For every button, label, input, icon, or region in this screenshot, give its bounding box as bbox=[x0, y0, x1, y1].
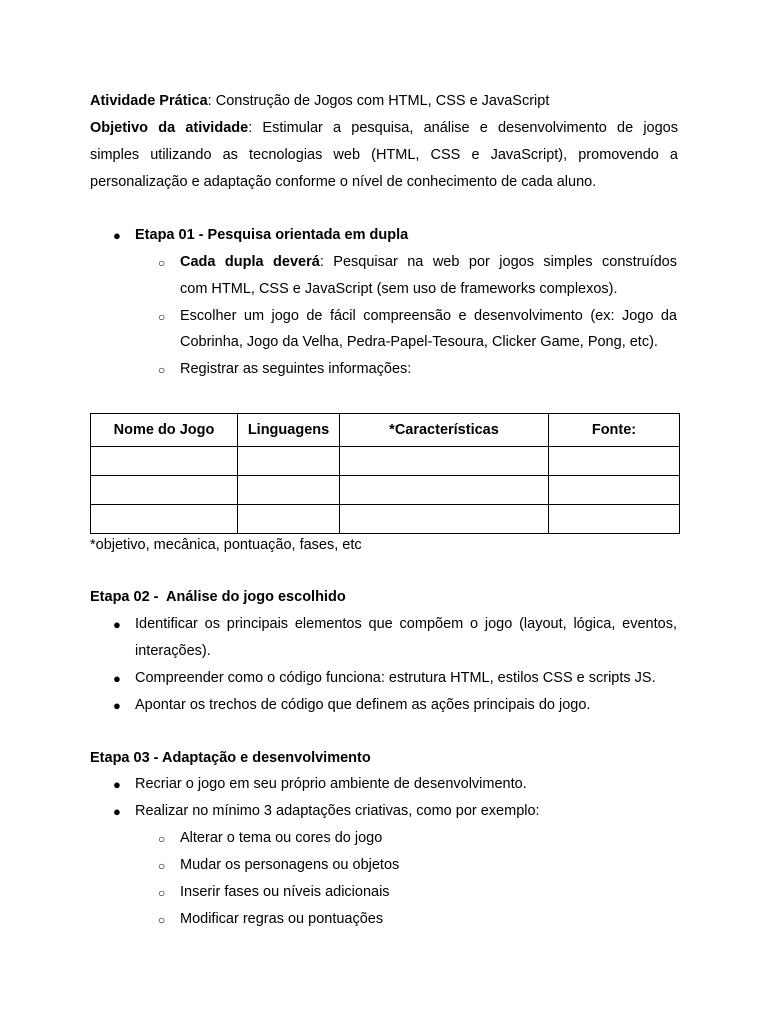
etapa2-heading: Etapa 02 - Análise do jogo escolhido bbox=[90, 589, 346, 605]
etapa3-sub1: Alterar o tema ou cores do jogo bbox=[180, 830, 383, 846]
table-cell[interactable] bbox=[549, 505, 680, 534]
table-row bbox=[91, 447, 680, 476]
col-header-fonte: Fonte: bbox=[549, 414, 680, 447]
etapa2-item1-line2: interações). bbox=[135, 643, 211, 659]
sub-bullet-icon: ○ bbox=[158, 310, 166, 324]
objective-line-1: Objetivo da atividade: Estimular a pesquisa, análise e desenvolvimento de jogos bbox=[90, 120, 678, 136]
table-footnote: *objetivo, mecânica, pontuação, fases, etc bbox=[90, 537, 362, 553]
etapa3-heading: Etapa 03 - Adaptação e desenvolvimento bbox=[90, 750, 371, 766]
table-cell[interactable] bbox=[340, 505, 549, 534]
bullet-icon: ● bbox=[113, 617, 121, 632]
table-cell[interactable] bbox=[340, 447, 549, 476]
table-header-row bbox=[91, 414, 680, 447]
etapa1-item1-line2: com HTML, CSS e JavaScript (sem uso de frameworks complexos). bbox=[180, 281, 618, 297]
col-header-linguagens: Linguagens bbox=[238, 414, 340, 447]
bullet-icon: ● bbox=[113, 804, 121, 819]
table-cell[interactable] bbox=[238, 476, 340, 505]
objective-line-3: personalização e adaptação conforme o nível de conhecimento de cada aluno. bbox=[90, 174, 597, 190]
etapa1-item3: Registrar as seguintes informações: bbox=[180, 361, 412, 377]
etapa1-heading: Etapa 01 - Pesquisa orientada em dupla bbox=[135, 227, 409, 243]
bullet-icon: ● bbox=[113, 777, 121, 792]
etapa3-sub4: Modificar regras ou pontuações bbox=[180, 911, 384, 927]
etapa1-item2-line1: Escolher um jogo de fácil compreensão e desenvolvimento (ex: Jogo da bbox=[180, 308, 677, 324]
table-row bbox=[91, 505, 680, 534]
bullet-icon: ● bbox=[113, 671, 121, 686]
activity-title-label: Atividade Prática bbox=[90, 93, 208, 109]
table-row bbox=[91, 476, 680, 505]
table-cell[interactable] bbox=[238, 505, 340, 534]
etapa3-item1: Recriar o jogo em seu próprio ambiente de desenvolvimento. bbox=[135, 776, 527, 792]
objective-line-2: simples utilizando as tecnologias web (HTML, CSS e JavaScript), promovendo a bbox=[90, 147, 678, 163]
etapa3-sub2: Mudar os personagens ou objetos bbox=[180, 857, 400, 873]
col-header-caracteristicas: *Características bbox=[340, 414, 549, 447]
sub-bullet-icon: ○ bbox=[158, 256, 166, 270]
etapa2-item1-line1: Identificar os principais elementos que compõem o jogo (layout, lógica, eventos, bbox=[135, 616, 677, 632]
objective-label: Objetivo da atividade bbox=[90, 120, 249, 136]
bullet-icon: ● bbox=[113, 228, 121, 243]
info-table bbox=[90, 413, 680, 534]
etapa2-item3: Apontar os trechos de código que definem as ações principais do jogo. bbox=[135, 697, 591, 713]
table-cell[interactable] bbox=[340, 476, 549, 505]
table-cell[interactable] bbox=[549, 476, 680, 505]
activity-title-text: : Construção de Jogos com HTML, CSS e JavaScript bbox=[207, 93, 550, 109]
table-cell[interactable] bbox=[91, 505, 238, 534]
sub-bullet-icon: ○ bbox=[158, 363, 166, 377]
etapa2-item2: Compreender como o código funciona: estrutura HTML, estilos CSS e scripts JS. bbox=[135, 670, 656, 686]
etapa3-sub3: Inserir fases ou níveis adicionais bbox=[180, 884, 390, 900]
etapa1-item1-label: Cada dupla deverá bbox=[180, 254, 320, 270]
col-header-nome-do-jogo: Nome do Jogo bbox=[91, 414, 238, 447]
etapa1-item1-line1: Cada dupla deverá: Pesquisar na web por jogos simples construídos bbox=[180, 254, 678, 270]
table-cell[interactable] bbox=[238, 447, 340, 476]
bullet-icon: ● bbox=[113, 698, 121, 713]
table-cell[interactable] bbox=[91, 476, 238, 505]
sub-bullet-icon: ○ bbox=[158, 886, 166, 900]
table-cell[interactable] bbox=[549, 447, 680, 476]
sub-bullet-icon: ○ bbox=[158, 832, 166, 846]
table-cell[interactable] bbox=[91, 447, 238, 476]
etapa3-item2: Realizar no mínimo 3 adaptações criativas, como por exemplo: bbox=[135, 803, 540, 819]
sub-bullet-icon: ○ bbox=[158, 859, 166, 873]
sub-bullet-icon: ○ bbox=[158, 913, 166, 927]
etapa1-item2-line2: Cobrinha, Jogo da Velha, Pedra-Papel-Tesoura, Clicker Game, Pong, etc). bbox=[180, 334, 658, 350]
activity-title bbox=[90, 93, 549, 109]
